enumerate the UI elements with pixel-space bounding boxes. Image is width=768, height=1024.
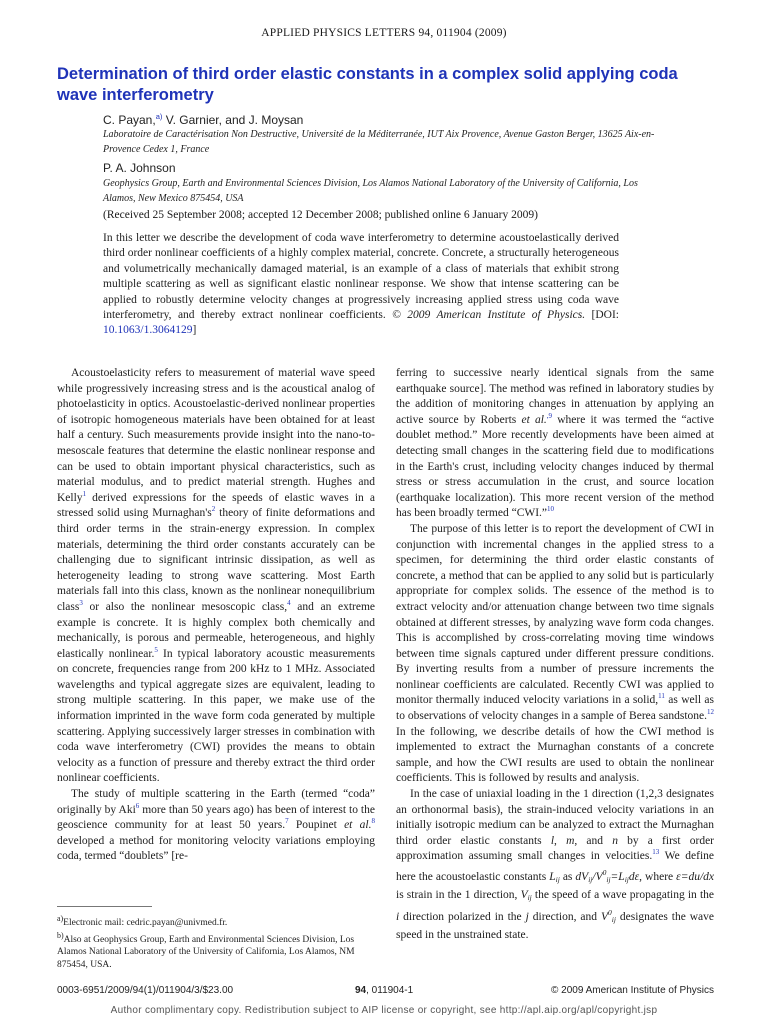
author-names: C. Payan, [103,113,156,127]
ref-7[interactable]: 7 [285,817,289,826]
left-column [57,366,375,865]
ref-8[interactable]: 8 [371,817,376,826]
author-footnote-mark[interactable]: a) [155,112,163,121]
right-paragraph-3: In the case of uniaxial loading in the 1 direction (1,2,3 designates an orthonormal basis), the strain-induced velocity variations in an initially isotropic medium can be analyzed to extract the Murnaghan third order elastic constants l, m, and n by a first order approximation assuming small changes in velocities.$^{13}$ We define here the acoustoelastic constants $L_{ij}$ as $dV_{ij}/V^0_{ij}=L_{ij}d\varepsilon$, where ε=du/dx is strain in the 1 direction, $V_{ij}$ the speed of a wave propagating in the i direction polarized in the j direction, and $V^0_{ij}$ designates the wave speed in the unstrained state. [396,788,715,941]
received-dates: (Received 25 September 2008; accepted 12 December 2008; published online 6 January 2009) [103,209,538,221]
doi-prefix: [DOI: [591,309,619,322]
author-names-rest: V. Garnier, and J. Moysan [162,113,304,127]
footer-issn: 0003-6951/2009/94(1)/011904/3/$23.00 [57,985,234,996]
ref-1[interactable]: 1 [82,489,87,498]
ref-4[interactable]: 4 [287,599,291,608]
footnote-b: $^{b)}$Also at Geophysics Group, Earth and Environmental Sciences Division, Los Alamos National Laboratory of the University of California, Los Alamos, NM 875454, USA. [57,930,355,970]
ref-11[interactable]: 11 [658,692,665,701]
right-paragraph-2: The purpose of this letter is to report the development of CWI in conjunction with incremental changes in the applied stress to a specimen, for determining the third order elastic constants of concrete, a method that can be applied to any solid but is particularly appropriate for complex solids. The essence of the method is to extract velocity and/or attenuation change between two time signals obtained at different stresses, by analyzing wave form coda changes. This is accomplished by cross-correlating moving time windows between time signals captured under different pressure conditions. By inverting results from a number of pressure increments the nonlinear coefficients are calculated. Recently CWI was applied to monitor thermally induced velocity variations in a solid,$^{11}$ as well as to observations of velocity changes in a sample of Berea sandstone.$^{12}$ In the following, we describe details of how the CWI method is implemented to extract the Murnaghan constants of a concrete sample, and how the CWI results are used to obtain the nonlinear coefficients. This is followed by results and analysis. [396,522,714,785]
affiliation-2: Geophysics Group, Earth and Environmental Sciences Division, Los Alamos National Laboratory of the University of California, Los Alamos, New Mexico 875454, USA [103,178,638,204]
ref-13[interactable]: 13 [652,848,660,857]
ref-12[interactable]: 12 [707,708,714,717]
ref-3[interactable]: 3 [79,599,83,608]
footer-copyright: © 2009 American Institute of Physics [550,985,714,996]
article-title: Determination of third order elastic constants in a complex solid applying coda wave interferometry [57,65,678,104]
ref-6[interactable]: 6 [135,801,140,810]
footer-page: 94, 011904-1 [355,985,414,996]
footnote-a: $^{a)}$Electronic mail: cedric.payan@univmed.fr. [57,914,228,929]
ref-2[interactable]: 2 [211,505,216,514]
ref-9[interactable]: ,9 [546,411,553,420]
abstract [103,231,619,339]
author-line-1 [103,112,303,127]
copyright-notice: Author complimentary copy. Redistribution subject to AIP license or copyright, see http://apl.aip.org/apl/copyright.jsp [110,1005,658,1016]
affiliation-1: Laboratoire de Caractérisation Non Destructive, Université de la Méditerranée, IUT Aix Provence, Avenue Gaston Berger, 13625 Aix-en-Provence Cedex 1, France [103,129,655,155]
abstract-text: In this letter we describe the development of coda wave interferometry to determine acoustoelastically derived third order nonlinear coefficients of a highly complex material, concrete. Concrete, a structurally heterogeneous and volumetrically mechanically damaged material, is an example of a class of materials that exhibit strong multiple scattering as well as significant elastic nonlinear response. We show that intense scattering can be applied to robustly determine velocity changes at progressively increasing applied stress using coda wave interferometry, and thereby extract nonlinear coefficients. [103,232,619,322]
right-column [396,366,714,943]
left-paragraph-1: Acoustoelasticity refers to measurement of material wave speed while progressively increasing stress and is the acoustical analog of photoelasticity in optics. Acoustoelastic-derived nonlinear properties of isotropic homogeneous materials have been obtained for at least half a century. Such measurements provide insight into the nano-to-mesoscale features that determine the elastic nonlinear response and can be used to obtain important physical characteristics, such as material modulus, and to predict material strength. Hughes and Kelly$^1$ derived expressions for the speeds of elastic waves in a stressed solid using $Murnaghan's^2$ theory of finite deformations and third order terms in the strain-energy expression. In complex materials, determining the third order constants accurately can be challenging due to significant intrinsic dissipation, as well as heterogeneity leading to strong wave scattering. Most Earth materials fall into this class, known as the nonlinear nonequilibrium class$^3$ or also the nonlinear mesoscopic class,$^4$ and an extreme example is concrete. It is highly complex both chemically and mechanically, is porous and permeable, heterogeneous, and highly elastically nonlinear.$^5$ In typical laboratory acoustic measurements on concrete, frequencies range from 200 kHz to 1 MHz. Associated wavelengths and typical aggregate sizes are equivalent, leading to strong multiple scattering. In this paper, we make use of the information imprinted in the wave form coda generated by multiple scattering. Applying successively larger stresses in combination with coda wave interferometry (CWI) provides the means to obtain velocity as a function of pressure and thereby extract the third order nonlinear coefficients. [57,367,375,785]
doi-suffix: ] [192,324,197,337]
footnote-divider [57,906,152,907]
left-paragraph-2: The study of multiple scattering in the Earth (termed “coda” originally by Aki$^6$ more than 50 years ago) has been of interest to the geoscience community for at least 50 years.$^7$ Poupinet et al.$^8$ developed a method for monitoring velocity variations employing coda, termed “doublets” [re- [57,788,376,863]
doi-link[interactable]: 10.1063/1.3064129 [103,324,193,337]
abstract-copyright: © 2009 American Institute of Physics. [392,309,586,322]
author-line-2: P. A. Johnson [103,161,176,175]
ref-5[interactable]: 5 [154,645,158,654]
ref-10[interactable]: 10 [547,505,555,514]
journal-header: APPLIED PHYSICS LETTERS 94, 011904 (2009) [261,27,507,39]
right-paragraph-1: ferring to successive nearly identical signals from the same earthquake source]. The method was refined in laboratory studies by the addition of monitoring changes in attenuation by applying an active source by Roberts et al.$^{,9}$ where it was termed the “active doublet method.” More recently developments have been aimed at detecting small changes in the scattering field due to modifications in the Earth's crust, including velocity changes induced by thermal stress or stress accumulation in the crust, and source location (earthquake localization). This more recent version of the method has been broadly termed “CWI.”$^{10}$ [396,367,715,520]
footnotes [57,913,379,971]
